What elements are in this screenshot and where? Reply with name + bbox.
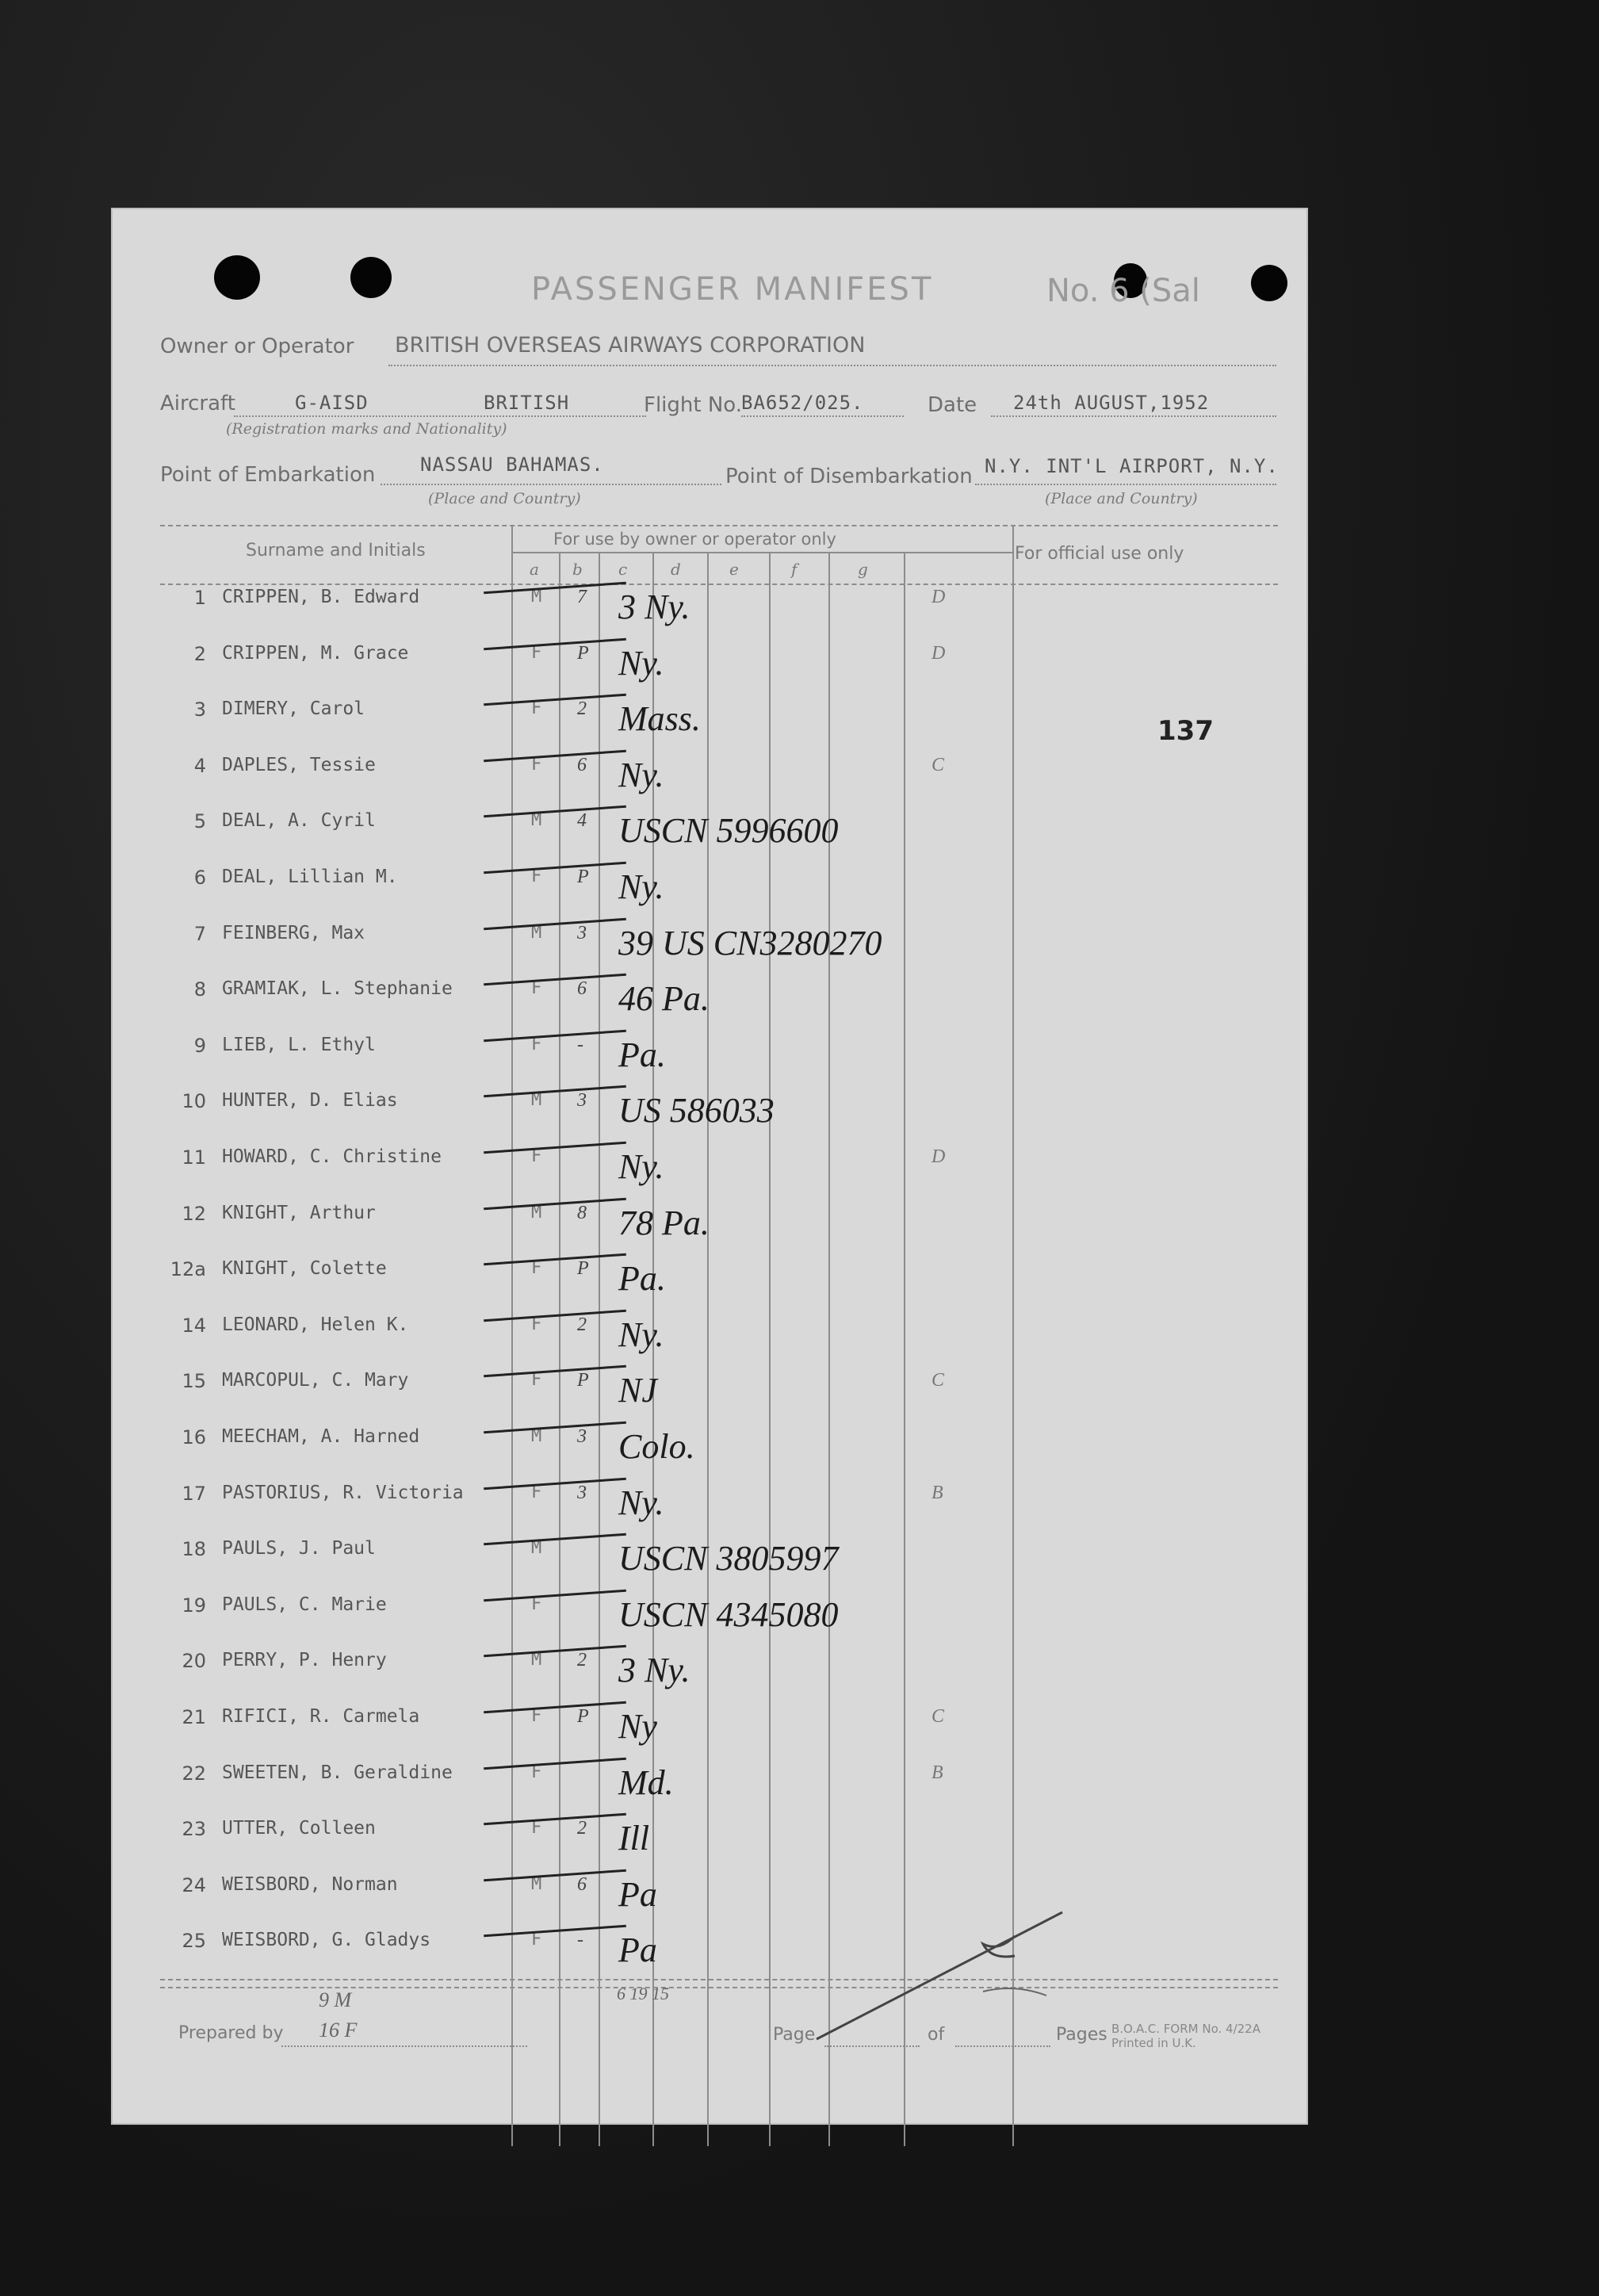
strike-mark [484, 1701, 626, 1714]
strike-mark [484, 1030, 626, 1043]
passenger-row [111, 642, 1308, 683]
passenger-sex: M [531, 1202, 542, 1223]
handwritten-note: USCN 3805997 [618, 1539, 839, 1578]
strike-mark [484, 1925, 626, 1938]
passenger-name: RIFICI, R. Carmela [222, 1706, 420, 1727]
divider [388, 365, 1276, 366]
column-divider [769, 552, 771, 2146]
handwritten-note: Pa [618, 1874, 657, 1914]
passenger-age-code: 7 [577, 587, 587, 607]
strike-mark [484, 1813, 626, 1826]
official-column-header: For official use only [1015, 544, 1184, 564]
table-bottom-rule [160, 1979, 1278, 1980]
divider [741, 415, 904, 417]
handwritten-note: USCN 4345080 [618, 1594, 839, 1634]
official-mark: C [931, 754, 945, 775]
column-letter: e [729, 560, 739, 579]
official-mark: B [931, 1482, 943, 1503]
passenger-age-code: 6 [577, 978, 587, 1000]
passenger-sex: M [531, 1426, 542, 1446]
passenger-number: 11 [182, 1146, 206, 1169]
passenger-sex: M [531, 1090, 542, 1111]
passenger-row [111, 1650, 1308, 1690]
passenger-name: KNIGHT, Arthur [222, 1202, 376, 1223]
passenger-number: 22 [182, 1762, 206, 1785]
handwritten-note: NJ [618, 1371, 657, 1410]
passenger-name: CRIPPEN, B. Edward [222, 587, 420, 607]
handwritten-note: Ny. [618, 643, 664, 683]
passenger-age-code: 3 [577, 1426, 587, 1447]
passenger-name: WEISBORD, Norman [222, 1873, 398, 1895]
passenger-age-code: P [577, 642, 589, 664]
strike-mark [484, 1645, 626, 1658]
stamp-number: 137 [1157, 715, 1214, 747]
handwritten-note: Pa. [618, 1259, 666, 1299]
official-mark: D [931, 1146, 946, 1167]
passenger-number: 4 [193, 754, 206, 777]
handwritten-note: Pa [618, 1931, 657, 1970]
strike-mark [484, 862, 626, 874]
table-top-rule [160, 525, 1278, 526]
column-divider [559, 552, 560, 2146]
passenger-name: PAULS, C. Marie [222, 1594, 387, 1615]
flight-number: BA652/025. [741, 392, 864, 414]
passenger-name: MARCOPUL, C. Mary [222, 1370, 409, 1391]
date-label: Date [928, 393, 977, 417]
strike-mark [484, 1310, 626, 1322]
strike-mark [484, 1422, 626, 1434]
passenger-number: 7 [193, 922, 206, 945]
passenger-sex: M [531, 1873, 542, 1894]
passenger-sex: F [531, 1034, 542, 1054]
operator-value: BRITISH OVERSEAS AIRWAYS CORPORATION [395, 333, 866, 358]
passenger-name: DAPLES, Tessie [222, 754, 376, 775]
page-label: Page [773, 2025, 816, 2045]
passenger-row [111, 1706, 1308, 1746]
column-letter: c [618, 560, 628, 579]
passenger-sex: F [531, 1482, 542, 1502]
divider [975, 484, 1276, 485]
passenger-number: 21 [182, 1706, 206, 1728]
punch-hole [214, 255, 260, 300]
signature [809, 1904, 1070, 2047]
passenger-name: WEISBORD, G. Gladys [222, 1930, 431, 1951]
passenger-row [111, 1370, 1308, 1410]
passenger-number: 12a [170, 1258, 206, 1281]
passenger-name: MEECHAM, A. Harned [222, 1426, 420, 1447]
passenger-number: 14 [182, 1314, 206, 1337]
strike-mark [484, 917, 626, 930]
passenger-sex: M [531, 922, 542, 943]
passenger-sex: F [531, 1762, 542, 1782]
passenger-sex: F [531, 1314, 542, 1334]
operator-column-header: For use by owner or operator only [553, 530, 836, 549]
passenger-name: HOWARD, C. Christine [222, 1146, 442, 1167]
passenger-age-code: 2 [577, 1818, 587, 1839]
column-divider [707, 552, 709, 2146]
passenger-row [111, 1426, 1308, 1466]
strike-mark [484, 637, 626, 650]
divider [281, 2045, 527, 2047]
passenger-sex: F [531, 978, 542, 999]
passenger-row [111, 1482, 1308, 1522]
passenger-age-code: 2 [577, 1314, 587, 1335]
handwritten-note: 78 Pa. [618, 1203, 710, 1242]
passenger-number: 19 [182, 1594, 206, 1617]
passenger-row [111, 867, 1308, 906]
handwritten-note: Mass. [618, 699, 701, 739]
handwritten-note: 39 US CN3280270 [618, 923, 882, 962]
embarkation-label: Point of Embarkation [160, 463, 376, 487]
date-value: 24th AUGUST,1952 [1013, 392, 1210, 414]
embarkation-sub-label: (Place and Country) [428, 490, 581, 507]
passenger-number: 18 [182, 1538, 206, 1561]
aircraft-registration: G-AISD [295, 392, 369, 414]
passenger-name: LEONARD, Helen K. [222, 1314, 409, 1335]
handwritten-note: US 586033 [618, 1091, 775, 1131]
passenger-row [111, 1034, 1308, 1074]
pencil-note: 6 19 15 [617, 1984, 669, 2003]
passenger-sex: F [531, 642, 542, 663]
passenger-age-code: P [577, 1258, 589, 1280]
passenger-row [111, 1538, 1308, 1578]
passenger-number: 5 [193, 810, 206, 833]
name-column-header: Surname and Initials [246, 541, 426, 561]
official-mark: B [931, 1762, 943, 1783]
passenger-row [111, 1202, 1308, 1242]
handwritten-note: Ny. [618, 867, 664, 906]
passenger-number: 16 [182, 1426, 206, 1448]
subheader-rule [511, 552, 1012, 553]
strike-mark [484, 750, 626, 763]
passenger-number: 12 [182, 1202, 206, 1225]
passenger-sex: F [531, 1594, 542, 1614]
passenger-name: DIMERY, Carol [222, 698, 365, 720]
passenger-age-code: 6 [577, 754, 587, 775]
passenger-sex: F [531, 1146, 542, 1166]
disembarkation-label: Point of Disembarkation [725, 465, 973, 488]
manifest-sheet [111, 208, 1308, 2125]
passenger-number: 20 [182, 1650, 206, 1673]
passenger-number: 1 [193, 587, 206, 609]
handwritten-note: Ny. [618, 1483, 664, 1522]
pencil-total-f: 16 F [319, 2019, 358, 2042]
form-reference [1111, 2022, 1260, 2050]
passenger-sex: F [531, 698, 542, 719]
passenger-number: 2 [193, 642, 206, 665]
flight-label: Flight No. [644, 393, 743, 417]
strike-mark [484, 974, 626, 986]
passenger-age-code: P [577, 1370, 589, 1391]
passenger-age-code: 2 [577, 1650, 587, 1671]
passenger-sex: M [531, 810, 542, 831]
strike-mark [484, 1142, 626, 1154]
passenger-age-code: P [577, 1706, 589, 1727]
official-mark: D [931, 587, 946, 607]
disembarkation-sub-label: (Place and Country) [1045, 490, 1198, 507]
passenger-sex: F [531, 1930, 542, 1950]
passenger-sex: M [531, 1538, 542, 1559]
passenger-age-code: 3 [577, 1090, 587, 1112]
aircraft-sub-label: (Registration marks and Nationality) [226, 420, 507, 438]
divider [234, 415, 646, 417]
strike-mark [484, 1533, 626, 1546]
table-header-rule [160, 584, 1278, 585]
passenger-age-code: 3 [577, 1482, 587, 1503]
passenger-number: 9 [193, 1034, 206, 1057]
punch-hole [1251, 265, 1287, 301]
manifest-title: PASSENGER MANIFEST [531, 271, 934, 308]
handwritten-note: USCN 5996600 [618, 811, 839, 851]
strike-mark [484, 1365, 626, 1378]
official-mark: C [931, 1370, 945, 1391]
passenger-age-code: - [577, 1930, 583, 1951]
strike-mark [484, 806, 626, 818]
column-letter: b [572, 560, 583, 579]
prepared-by-label: Prepared by [178, 2023, 284, 2043]
passenger-name: DEAL, Lillian M. [222, 867, 398, 887]
passenger-name: UTTER, Colleen [222, 1818, 376, 1839]
passenger-sex: M [531, 587, 542, 607]
strike-mark [484, 1757, 626, 1770]
passenger-name: FEINBERG, Max [222, 922, 365, 943]
passenger-number: 3 [193, 698, 206, 721]
passenger-name: SWEETEN, B. Geraldine [222, 1762, 453, 1783]
passenger-row [111, 1762, 1308, 1802]
strike-mark [484, 1085, 626, 1098]
passenger-number: 17 [182, 1482, 206, 1505]
passenger-age-code: P [577, 867, 589, 887]
passenger-name: LIEB, L. Ethyl [222, 1034, 376, 1055]
passenger-row [111, 922, 1308, 962]
passenger-row [111, 1146, 1308, 1186]
passenger-number: 6 [193, 867, 206, 889]
passenger-sex: F [531, 1706, 542, 1726]
strike-mark [484, 1590, 626, 1602]
passenger-row [111, 1314, 1308, 1354]
passenger-number: 24 [182, 1873, 206, 1896]
handwritten-note: 3 Ny. [618, 1651, 690, 1690]
passenger-name: DEAL, A. Cyril [222, 810, 376, 832]
passenger-number: 23 [182, 1818, 206, 1841]
passenger-row [111, 754, 1308, 794]
strike-mark [484, 694, 626, 706]
strike-mark [484, 1253, 626, 1266]
passenger-row [111, 1818, 1308, 1858]
handwritten-note: Ny. [618, 1147, 664, 1186]
handwritten-note: Pa. [618, 1035, 666, 1074]
passenger-name: KNIGHT, Colette [222, 1258, 387, 1280]
column-letter: a [530, 560, 539, 579]
divider [991, 415, 1276, 417]
official-mark: D [931, 642, 946, 664]
passenger-name: CRIPPEN, M. Grace [222, 642, 409, 664]
passenger-name: PAULS, J. Paul [222, 1538, 376, 1559]
disembarkation-value: N.Y. INT'L AIRPORT, N.Y. [985, 455, 1279, 477]
printed-in: Printed in U.K. [1111, 2036, 1196, 2050]
punch-hole [350, 257, 392, 298]
form-number: B.O.A.C. FORM No. 4/22A [1111, 2022, 1260, 2036]
operator-label: Owner or Operator [160, 335, 354, 358]
aircraft-nationality: BRITISH [484, 392, 570, 414]
strike-mark [484, 1477, 626, 1490]
handwritten-note: Ny. [618, 755, 664, 794]
passenger-row [111, 810, 1308, 851]
aircraft-label: Aircraft [160, 392, 235, 415]
passenger-name: GRAMIAK, L. Stephanie [222, 978, 453, 1000]
passenger-number: 25 [182, 1930, 206, 1953]
handwritten-note: Colo. [618, 1427, 695, 1466]
handwritten-note: 3 Ny. [618, 587, 690, 626]
passenger-sex: F [531, 867, 542, 886]
handwritten-note: Ny. [618, 1314, 664, 1354]
passenger-row [111, 1594, 1308, 1634]
column-divider [599, 552, 600, 2146]
column-letter: g [858, 560, 868, 579]
passenger-age-code: 3 [577, 922, 587, 943]
of-label: of [928, 2025, 945, 2045]
strike-mark [484, 1197, 626, 1210]
passenger-name: HUNTER, D. Elias [222, 1090, 398, 1112]
divider [381, 484, 721, 485]
passenger-number: 10 [182, 1090, 206, 1113]
strike-mark [484, 1869, 626, 1882]
passenger-row [111, 1258, 1308, 1299]
passenger-row [111, 978, 1308, 1019]
passenger-age-code: - [577, 1034, 583, 1055]
passenger-age-code: 8 [577, 1202, 587, 1223]
passenger-sex: F [531, 1818, 542, 1839]
handwritten-note: Md. [618, 1762, 674, 1802]
passenger-row [111, 1873, 1308, 1914]
passenger-name: PASTORIUS, R. Victoria [222, 1482, 464, 1503]
passenger-sex: F [531, 1258, 542, 1279]
passenger-sex: M [531, 1650, 542, 1670]
passenger-age-code: 6 [577, 1873, 587, 1895]
passenger-row [111, 1930, 1308, 1970]
pages-label: Pages [1056, 2025, 1107, 2045]
passenger-age-code: 2 [577, 698, 587, 720]
embarkation-value: NASSAU BAHAMAS. [420, 453, 604, 476]
passenger-row [111, 1090, 1308, 1131]
handwritten-note: 46 Pa. [618, 979, 710, 1019]
column-letter: d [671, 560, 681, 579]
passenger-number: 8 [193, 978, 206, 1001]
column-letter: f [791, 560, 798, 579]
passenger-row [111, 587, 1308, 626]
passenger-name: PERRY, P. Henry [222, 1650, 387, 1671]
manifest-number: No. 6 (Sal [1046, 273, 1200, 309]
handwritten-note: Ny [618, 1707, 657, 1746]
passenger-sex: F [531, 754, 542, 775]
passenger-age-code: 4 [577, 810, 587, 832]
pencil-total-m: 9 M [319, 1988, 352, 2011]
handwritten-note: Ill [618, 1819, 650, 1858]
passenger-number: 15 [182, 1370, 206, 1393]
official-mark: C [931, 1706, 945, 1727]
passenger-sex: F [531, 1370, 542, 1391]
